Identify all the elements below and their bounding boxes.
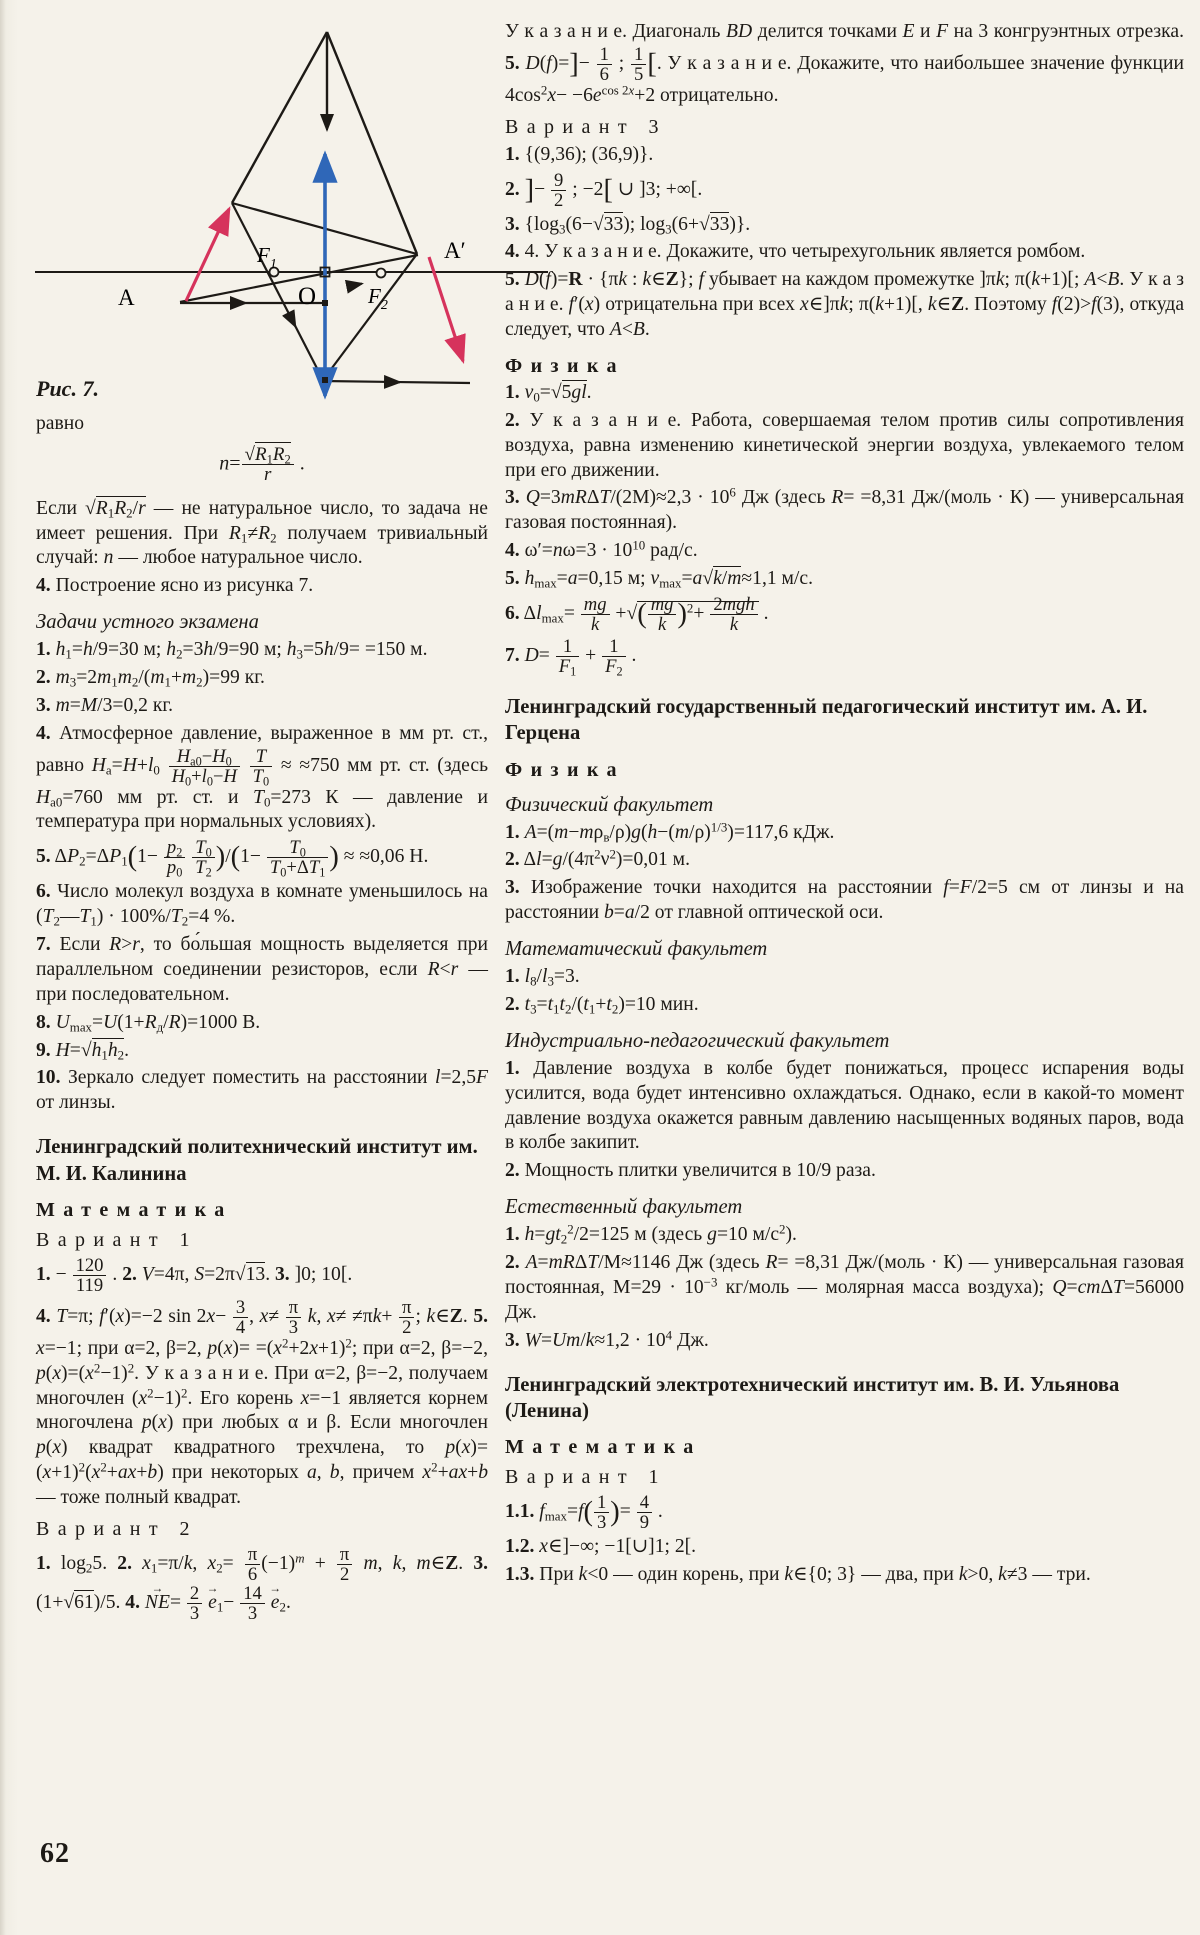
right-column-para: 4. 4. У к а з а н и е. Докажите, что четырехугольник является ромбом. [505,241,1086,263]
left-column [36,376,488,1626]
left-column-para: 1. − $\frac{120}{119}$ . 2. V=4π, S=2π√13. 3. ]0; 10[. [36,1254,353,1296]
left-column-para: равно [36,413,85,434]
right-column-para: 2. У к а з а н и е. Работа, совершаемая телом против силы сопротивления воздуха, равна изменению кинетической энергии воздуха, увлекаемого телом при его движении. [505,409,1184,481]
right-column-para: 3. Изображение точки находится на расстоянии f=F/2=5 см от линзы и на расстоянии b=a/2 от главной оптической оси. [505,877,1184,924]
left-column-para: 3. m=M/3=0,2 кг. [36,694,174,716]
left-column-caption: Рис. 7. [36,376,99,401]
object-red-arrow [186,209,229,301]
right-column-para: 1. Давление воздуха в колбе будет понижаться, процесс испарения воды усилится, вода будет интенсивно охлаждаться. Однако, если в какой-то момент давление воздуха окажется равным давлению насыщенных водяных паров, вода в колбе закипит. [505,1057,1184,1154]
right-column-para: 5. $h_{max}=a=0,15$ м; $v_{max}=a√k/m\approx 1,1$ м/с. [505,568,813,591]
right-column-italic: Математический факультет [505,938,768,961]
right-column-spaced_bold: Физика [505,758,625,781]
ray-diagram-svg [0,0,560,412]
right-column-spaced_bold: Математика [505,1436,702,1459]
left-column-para: 4. T=π; f′(x)=−2 sin 2x− $\frac{3}{4}$ , x≠ $\frac{\pi}{3}$ k, x≠ ≠πk+ $\frac{\pi}{2}$ ; k∈Z. 5. x=−1; при α=2, β=2, $p(x)= =(x^2+2x+1)^2$; при α=2, β=−2, $p(x)=(x^2-1)^2$. У к а з а н и е. При α=2, β=−2, получаем многочлен $(x^2-1)^2$. Его корень x=−1 является корнем многочлена p(x) при любых α и β. Если многочлен p(x) квадрат квадратного трехчлена, то $p(x)=(x+1)^2(x^2+ax+b)$ при некоторых a, b, причем $x^2+ax+b$ — тоже полный квадрат. [36,1296,489,1509]
left-column-para: 5. $\Delta P_2=\Delta P_1(1-$ $\frac{p_2}{p_0}$ $\frac{T_0}{T_2}$ )/(1− $\frac{T_0}{T_0+\Delta T_1}$ ) ≈ ≈0,06 Н. [36,837,429,880]
right-column-italic: Индустриально-педагогический факультет [505,1029,890,1052]
left-column-para: 4. Построение ясно из рисунка 7. [36,575,314,597]
right-column-para: 7. D= $\frac{1}{F_1}$ + $\frac{1}{F_2}$ . [505,635,637,679]
right-column-para: 1. $h=gt_2^2/2=125$ м (здесь g=10 $м/с^2$). [505,1221,797,1247]
right-column-para: 1.2. x∈]−∞; −1[∪]1; 2[. [505,1536,697,1558]
right-column [505,20,1184,1591]
right-column-para: 3. $W=Um/k\approx 1,2 \cdot 10^4$ Дж. [505,1327,709,1351]
right-column-heading: Ленинградский электротехнический институт им. В. И. Ульянова (Ленина) [505,1373,1120,1422]
page-number: 62 [40,1838,70,1869]
arrow-tick-2 [350,284,362,286]
right-column-italic: Естественный факультет [505,1196,743,1219]
left-column-spaced: Вариант 1 [36,1228,198,1251]
left-column-spaced: Вариант 2 [36,1517,198,1540]
right-column-para: 2. A=mRΔT/М≈1146 Дж (здесь R= =8,31 Дж/(моль · К) — универсальная газовая постоянная, $М=29 \cdot 10^{-3}$ кг/моль — молярная масса воздуха); Q=cmΔT=56000 Дж. [505,1252,1184,1323]
focal-point-f2 [377,269,386,278]
right-column-para: 1. $l_8/l_3=3$. [505,966,580,989]
right-column-para: 2. $t_3=t_1t_2/(t_1+t_2)=10$ мин. [505,993,699,1017]
right-column-para: 1. $A=(m-m\rho_в/\rho)g(h-(m/\rho)^{1/3})=117,6$ кДж. [505,819,835,845]
left-column-spaced_bold: Математика [36,1198,233,1221]
right-column-para: 6. $\Delta l_{max}=$ $\frac{mg}{k}$ +√( $\frac{mg}{k}$ )$^2$+ 2mgh k . [505,593,769,635]
right-column-para: 4. $\omega'=n\omega=3 \cdot 10^{10}$ рад/с. [505,537,698,562]
left-column-para: 7. Если R>r, то бо́льшая мощность выделяется при параллельном соединении резисторов, если R<r — при последовательном. [36,934,488,1005]
right-column-para: 2. ]− $\frac{9}{2}$ ; −2[ ∪ ]3; +∞[. [505,169,703,211]
right-column-para: 3. {$\log_3(6-√33)$; $\log_3(6+√33)$}. [505,213,751,237]
triangle-left-side [232,32,327,203]
right-column-para: 3. $Q=3mR\Delta T/(2М)\approx 2,3 \cdot 10^6$ Дж (здесь R= =8,31 Дж/(моль · К) — универсальная газовая постоянная). [505,484,1184,534]
right-column-spaced_bold: Физика [505,354,625,377]
right-column-para: 2. $\Delta l=g/(4\pi^2\nu^2)=0,01$ м. [505,847,690,871]
right-column-italic: Физический факультет [505,793,714,816]
left-column-para: 1. $h_1=h/9=30$ м; $h_2=3h/9=90$ м; $h_3=5h/9= =150$ м. [36,639,428,662]
right-column-para: 1. {(9,36); (36,9)}. [505,143,654,165]
left-column-para: 8. $U_{max}=U(1+R_д/R)=1000$ В. [36,1011,261,1035]
left-column-display: n= $\frac{√R_1R_2}{r}$ . [219,443,305,486]
left-column-para: 10. Зеркало следует поместить на расстоянии l=2,5F от линзы. [36,1067,488,1114]
left-column-heading: Ленинградский политехнический институт им. М. И. Калинина [36,1136,478,1185]
right-column-heading: Ленинградский государственный педагогический институт им. А. И. Герцена [505,695,1148,745]
left-column-para: 1. $\log_25$. 2. $x_1=\pi/k$, $x_2=$ $\frac{\pi}{6}$ $(-1)^m$ + $\frac{\pi}{2}$ m, k, m∈Z. 3. (1+√61)/5. 4. → NE= $\frac{2}{3}$ → $e_1-$ $\frac{14}{3}$ → $e_2$. [36,1545,488,1623]
right-column-para: 1.3. При k<0 — один корень, при k∈{0; 3} — два, при k>0, k≠3 — три. [505,1564,1091,1586]
right-column-spaced: Вариант 1 [505,1466,667,1489]
left-column-para: 6. Число молекул воздуха в комнате уменьшилось на $(T_2—T_1) \cdot 100\%/T_2=4$ %. [36,881,488,929]
left-column-para: 2. $m_3=2m_1m_2/(m_1+m_2)=99$ кг. [36,667,265,690]
arrow-tick-3 [290,316,296,327]
figure-ray-diagram [0,0,560,412]
left-column-para: 4. Атмосферное давление, выраженное в мм рт. ст., равно $H_а=H+l_0$ $H_{а0}-H_0$ $H_0+l_0-H$ $\frac{T}{T_0}$ ≈ ≈750 мм рт. ст. (здесь $H_{а0}=760$ мм рт. ст. и $T_0=273$ К — давление и температура при нормальных условиях). [36,722,489,833]
left-column-para: 9. $H=√h_1h_2$. [36,1039,130,1063]
figure-label-a: A [118,285,135,310]
left-column-italic: Задачи устного экзамена [36,611,259,634]
figure-label-a-prime: A′ [444,238,466,263]
right-column-para: 1. $v_0=√5gl$. [505,381,592,405]
right-column-para: 1.1. $f_{max}=f$( $\frac{1}{3}$ )= $\frac{4}{9}$ . [505,1492,663,1534]
node-dot-1 [322,300,328,306]
right-column-para: У к а з а н и е. Диагональ BD делится точками E и F на 3 конгруэнтных отрезка. 5. D(f)=]− $\frac{1}{6}$ ; $\frac{1}{5}$ [. У к а з а н и е. Докажите, что наибольшее значение функции $4\cos^2x- -6e^{cos 2x}+2$ отрицательно. [505,21,1185,106]
triangle-right-side [327,32,417,254]
figure-label-f1: $F_1$ [257,243,277,272]
left-column-para: Если $√R_1R_2/r$ — не натуральное число, то задача не имеет решения. При $R_1\ne R_2$ получаем тривиальный случай: n — любое натуральное число. [36,497,488,569]
right-column-spaced: Вариант 3 [505,115,667,138]
right-column-para: 2. Мощность плитки увеличится в 10/9 раза. [505,1160,876,1182]
figure-label-f2: $F_2$ [368,284,388,313]
figure-label-o: O [298,283,317,310]
right-column-para: 5. D(f)=R · {πk : k∈Z}; f убывает на каждом промежутке ]πk; π(k+1)[; A<B. У к а з а н и е. f′(x) отрицательна при всех x∈]πk; π(k+1)[, k∈Z. Поэтому f(2)>f(3), откуда следует, что A<B. [505,269,1185,341]
